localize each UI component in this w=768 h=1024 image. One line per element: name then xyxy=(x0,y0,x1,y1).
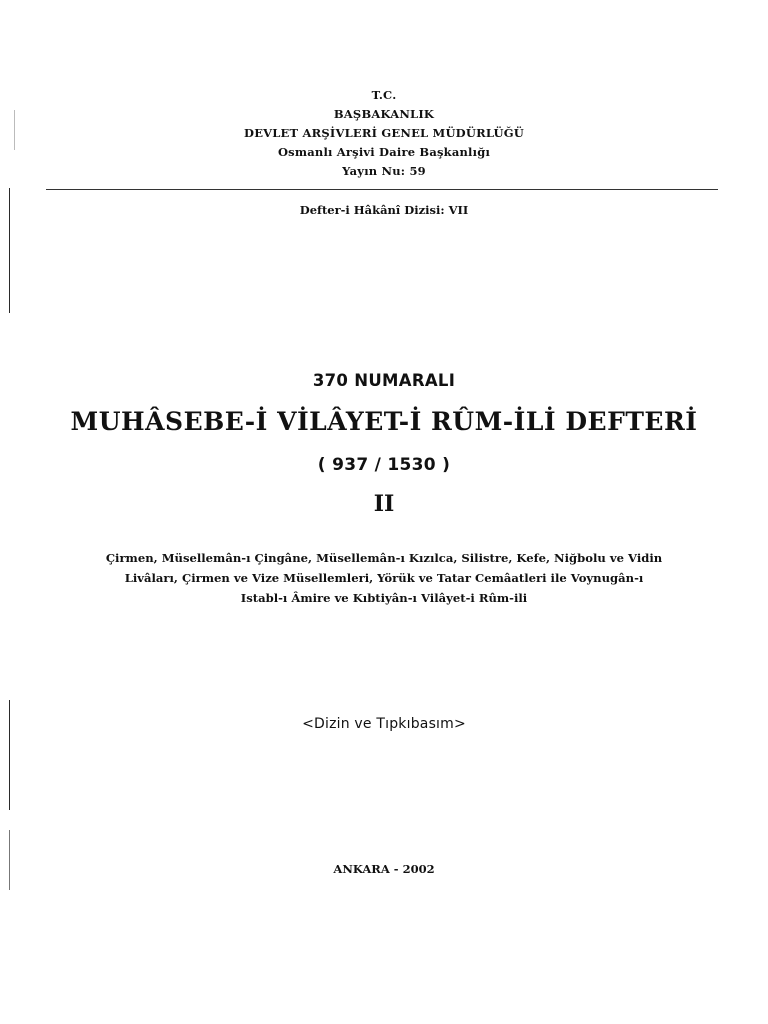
register-date: ( 937 / 1530 ) xyxy=(317,455,451,475)
description-line: Livâları, Çirmen ve Vize Müsellemleri, Yörük ve Tatar Cemâatleri ile Voynugân-ı xyxy=(124,571,644,585)
header-publication-number: Yayın Nu: 59 xyxy=(342,164,426,178)
header-country: T.C. xyxy=(371,88,397,102)
page-title: MUHÂSEBE-İ VİLÂYET-İ RÛM-İLİ DEFTERİ xyxy=(70,407,698,436)
place-and-year: ANKARA - 2002 xyxy=(333,862,435,876)
header-ministry: BAŞBAKANLIK xyxy=(333,107,435,121)
header-directorate: DEVLET ARŞİVLERİ GENEL MÜDÜRLÜĞÜ xyxy=(244,126,524,140)
scan-edge-mark xyxy=(9,830,10,890)
register-number: 370 NUMARALI xyxy=(312,371,456,390)
series-name: Defter-i Hâkânî Dizisi: VII xyxy=(299,203,469,217)
header-department: Osmanlı Arşivi Daire Başkanlığı xyxy=(277,145,491,159)
edition-subtitle: <Dizin ve Tıpkıbasım> xyxy=(302,716,466,732)
description-line: Istabl-ı Âmire ve Kıbtiyân-ı Vilâyet-i Rûm-ili xyxy=(240,591,528,605)
header-divider xyxy=(46,189,718,190)
content-description xyxy=(90,548,678,608)
description-line: Çirmen, Müsellemân-ı Çingâne, Müsellemân-ı Kızılca, Silistre, Kefe, Niğbolu ve Vidin xyxy=(105,551,663,565)
publisher-header xyxy=(0,86,768,181)
volume-number: II xyxy=(373,491,395,517)
